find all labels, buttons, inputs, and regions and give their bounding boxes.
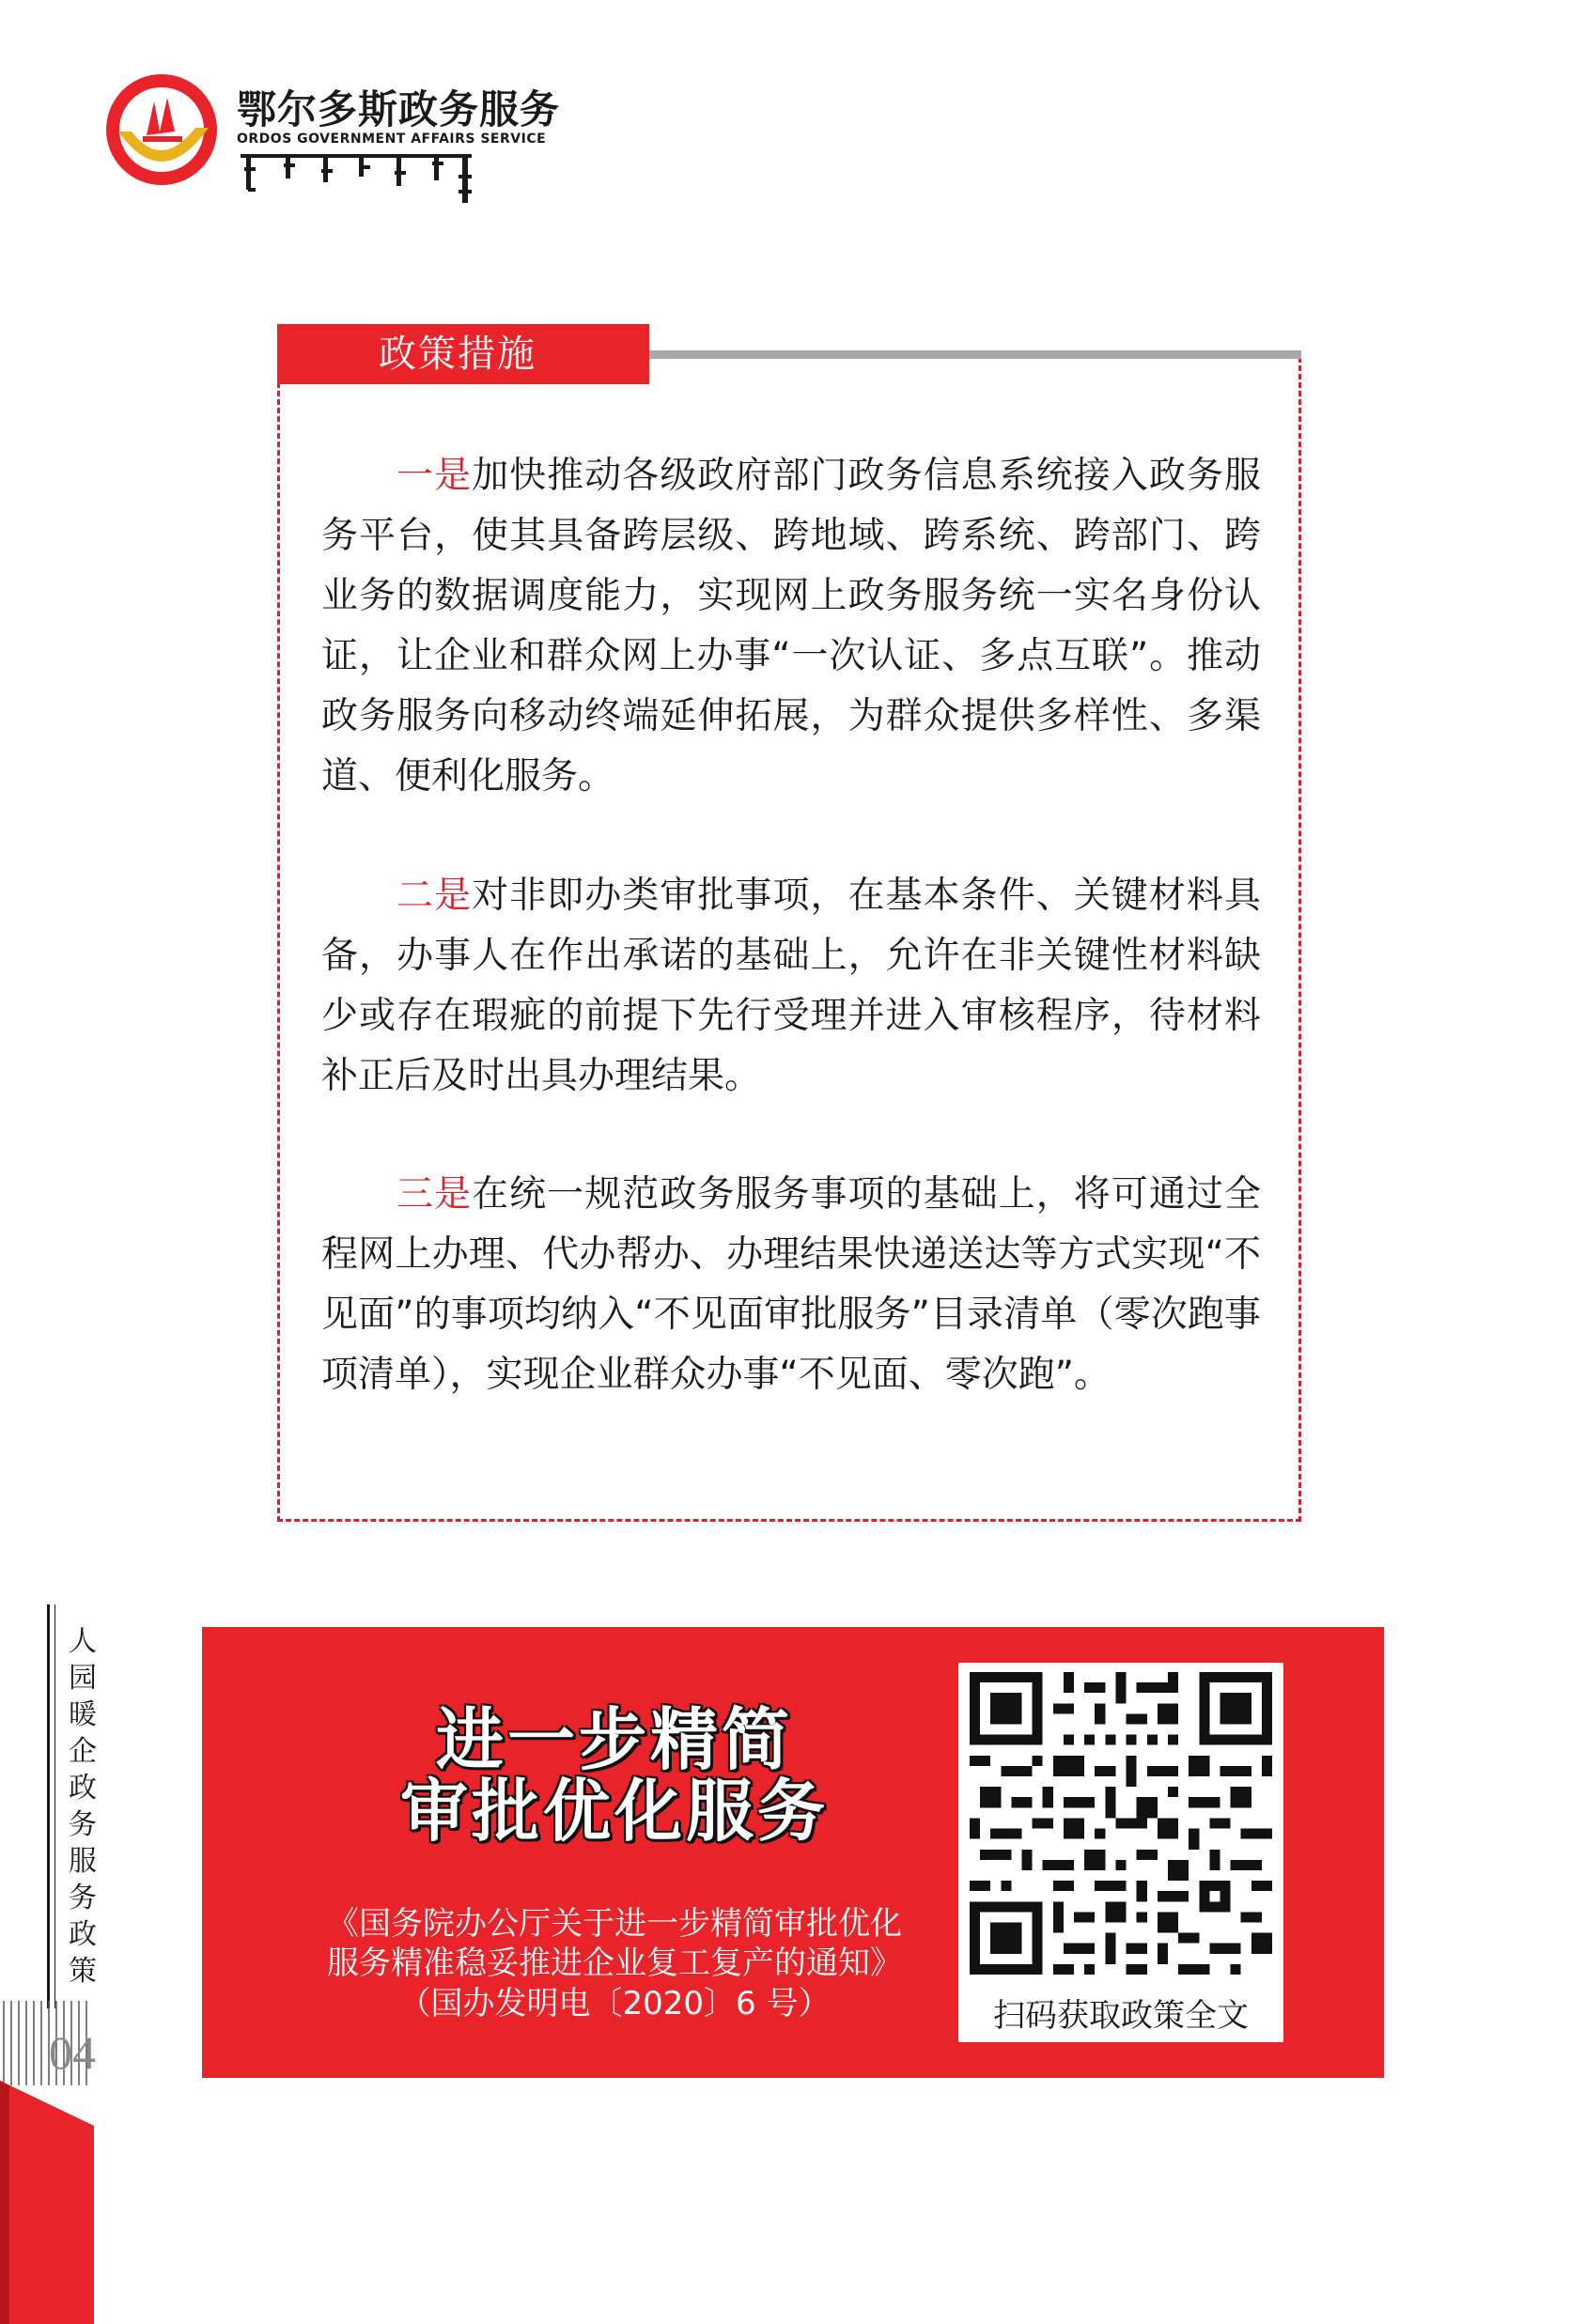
tab-divider (649, 350, 1301, 359)
banner-title-line-2: 审批优化服务 (399, 1771, 829, 1851)
section-tab-policy: 政策措施 (277, 324, 649, 384)
policy-item-text: 加快推动各级政府部门政务信息系统接入政务服务平台，使其具备跨层级、跨地域、跨系统、跨部门、跨业务的数据调度能力，实现网上政务服务统一实名身份认证，让企业和群众网上办事“一次认证、多点互联”。推动政务服务向移动终端延伸拓展，为群众提供多样性、多渠道、便利化服务。 (321, 455, 1261, 798)
policy-item-lead: 三是 (396, 1173, 473, 1216)
sidebar-rule (47, 1604, 50, 2008)
page-number: 04 (49, 2026, 96, 2079)
ordos-logo-icon (105, 73, 218, 186)
sidebar-label: 人园暖企政务服务政策 (69, 1625, 97, 1988)
policy-banner (202, 1627, 1384, 2078)
policy-item-2 (321, 866, 1261, 1107)
policy-item-1 (321, 446, 1261, 807)
qr-caption: 扫码获取政策全文 (993, 1997, 1249, 2035)
qr-card (958, 1663, 1283, 2042)
header-logo (105, 73, 561, 205)
brand-name-cn: 鄂尔多斯政务服务 (237, 86, 561, 132)
banner-doc-number: （国办发明电〔2020〕6 号） (398, 1985, 831, 2022)
policy-item-text: 对非即办类审批事项，在基本条件、关键材料具备，办事人在作出承诺的基础上，允许在非关键性材料缺少或存在瑕疵的前提下先行受理并进入审核程序，待材料补正后及时出具办理结果。 (321, 875, 1261, 1097)
policy-item-lead: 一是 (396, 455, 473, 497)
banner-doc-line-1: 《国务院办公厅关于进一步精简审批优化 (327, 1905, 902, 1943)
banner-title-line-1: 进一步精简 (435, 1699, 793, 1779)
qr-code-icon[interactable] (970, 1672, 1272, 1975)
brand-name-en: ORDOS GOVERNMENT AFFAIRS SERVICE (237, 132, 547, 147)
policy-item-lead: 二是 (396, 875, 473, 917)
sidebar-rule-thin (54, 1604, 55, 2008)
mongolian-script-logotype (237, 152, 472, 205)
policy-item-text: 在统一规范政务服务事项的基础上，将可通过全程网上办理、代办帮办、办理结果快递送达等方式实现“不见面”的事项均纳入“不见面审批服务”目录清单（零次跑事项清单），实现企业群众办事“不见面、零次跑”。 (321, 1173, 1261, 1396)
banner-doc-line-2: 服务精准稳妥推进企业复工复产的通知》 (327, 1944, 902, 1982)
sidebar-red-block (0, 2081, 94, 2324)
policy-item-3 (321, 1165, 1261, 1405)
